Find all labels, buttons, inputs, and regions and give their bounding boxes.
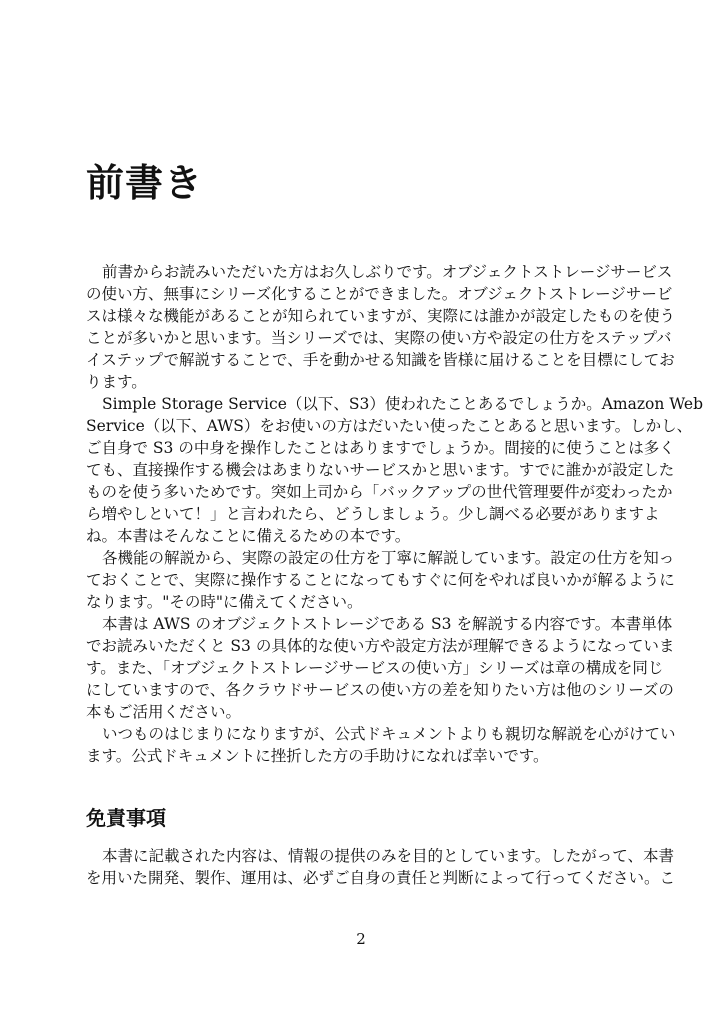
paragraph	[86, 845, 676, 889]
text-line: でお読みいただくと S3 の具体的な使い方や設定方法が理解できるようになっていま	[86, 637, 675, 655]
page-number: 2	[356, 930, 366, 948]
text-line: す。また、「オブジェクトストレージサービスの使い方」シリーズは章の構成を同じ	[86, 659, 664, 677]
text-line: Service（以下、AWS）をお使いの方はだいたい使ったことあると思います。しかし、	[86, 417, 693, 435]
text-line: ておくことで、実際に操作することになってもすぐに何をやれば良いかが解るように	[86, 571, 675, 589]
text-line: イステップで解説することで、手を動かせる知識を皆様に届けることを目標にしてお	[86, 351, 675, 369]
text-line: の使い方、無事にシリーズ化することができました。オブジェクトストレージサービ	[86, 285, 673, 303]
text-line: にしていますので、各クラウドサービスの使い方の差を知りたい方は他のシリーズの	[86, 681, 674, 699]
paragraph	[86, 393, 704, 547]
text-line: いつものはじまりになりますが、公式ドキュメントよりも親切な解説を心がけてい	[102, 725, 676, 743]
text-line: ことが多いかと思います。当シリーズでは、実際の使い方や設定の仕方をステップバ	[86, 329, 672, 347]
text-line: Simple Storage Service（以下、S3）使われたことあるでしょうか。Amazon Web	[102, 395, 704, 413]
text-line: ら増やしといて！」と言われたら、どうしましょう。少し調べる必要がありますよ	[86, 505, 660, 523]
text-line: 各機能の解説から、実際の設定の仕方を丁寧に解説しています。設定の仕方を知っ	[102, 549, 675, 567]
text-line: ます。公式ドキュメントに挫折した方の手助けになれば幸いです。	[86, 747, 549, 765]
disclaimer-heading: 免責事項	[86, 806, 166, 830]
text-line: 本もご活用ください。	[86, 703, 242, 721]
text-line: なります。"その時"に備えてください。	[86, 593, 363, 611]
text-line: ね。本書はそんなことに備えるための本です。	[86, 527, 411, 545]
paragraph	[86, 261, 676, 393]
paragraph	[86, 723, 676, 767]
page-title: 前書き	[86, 161, 204, 205]
text-line: スは様々な機能があることが知られていますが、実際には誰かが設定したものを使う	[86, 307, 676, 325]
text-line: 本書は AWS のオブジェクトストレージである S3 を解説する内容です。本書単体	[102, 615, 673, 633]
text-line: 前書からお読みいただいた方はお久しぶりです。オブジェクトストレージサービス	[102, 263, 673, 281]
paragraph	[86, 613, 675, 723]
text-line: 本書に記載された内容は、情報の提供のみを目的としています。したがって、本書	[102, 847, 674, 865]
text-line: ご自身で S3 の中身を操作したことはありますでしょうか。間接的に使うことは多く	[86, 439, 675, 457]
text-line: を用いた開発、製作、運用は、必ずご自身の責任と判断によって行ってください。こ	[86, 869, 676, 887]
disclaimer-body	[86, 845, 676, 889]
paragraph	[86, 547, 675, 613]
text-line: ものを使う多いためです。突如上司から「バックアップの世代管理要件が変わったか	[86, 483, 673, 501]
preface-body	[86, 261, 704, 767]
text-line: ても、直接操作する機会はあまりないサービスかと思います。すでに誰かが設定した	[86, 461, 675, 479]
text-line: ります。	[86, 373, 147, 391]
